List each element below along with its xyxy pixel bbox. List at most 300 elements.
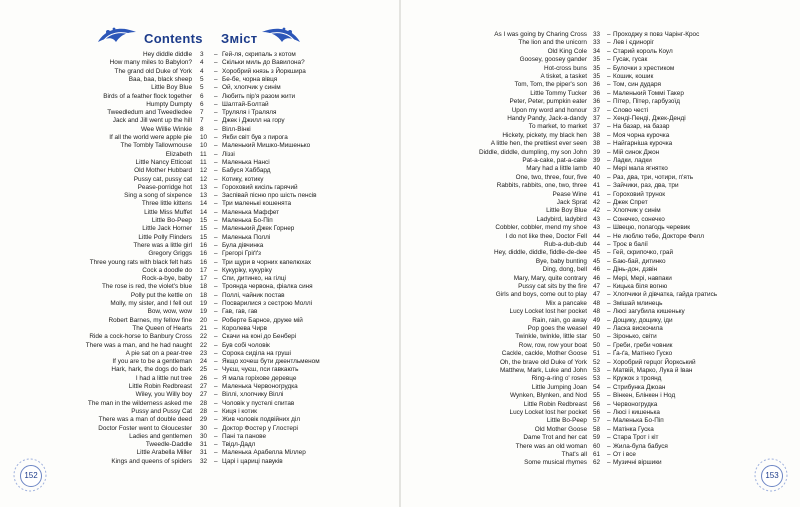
toc-entry-page: 62 bbox=[593, 459, 601, 467]
toc-entry-title-en: Ding, dong, bell bbox=[542, 266, 587, 274]
toc-entry-title-en: One, two, three, four, five bbox=[515, 173, 587, 181]
toc-entry-title-ua: Сорока сиділа на груші bbox=[222, 349, 291, 357]
toc-entry-title-en: As I was going by Charing Cross bbox=[494, 31, 587, 38]
toc-entry-title-ua: Ґа-ґа, Матінко Гуско bbox=[613, 350, 673, 358]
toc-entry-title-en: The lion and the unicorn bbox=[518, 39, 587, 47]
toc-entry-title-ua: Кошик, кошик bbox=[613, 73, 654, 80]
toc-entry-title-en: Hot-cross buns bbox=[544, 64, 587, 72]
toc-entry-title-ua: Троє в балії bbox=[613, 241, 648, 248]
toc-entry-title-en: The Tombly Tallowmouse bbox=[120, 142, 192, 150]
toc-entry-dash: – bbox=[214, 84, 218, 92]
toc-entry-title-ua: Гороховий трунок bbox=[613, 190, 666, 198]
toc-entry-title-ua: Царі і цариці павуків bbox=[222, 457, 283, 465]
toc-entry-title-en: Upon my word and honour bbox=[511, 106, 587, 114]
toc-entry-title-ua: Люсі загубила кишеньку bbox=[613, 308, 685, 316]
toc-entry-dash: – bbox=[607, 81, 611, 89]
toc-entry-title-ua: Труляля і Траляля bbox=[222, 109, 277, 117]
toc-entry-dash: – bbox=[214, 399, 218, 407]
toc-entry-dash: – bbox=[607, 131, 611, 139]
toc-entry-title-ua: Жила-була бабуся bbox=[613, 442, 668, 450]
toc-entry-dash: – bbox=[214, 241, 218, 249]
toc-entry-title-en: Pease Wine bbox=[552, 190, 587, 198]
toc-entry-dash: – bbox=[214, 316, 218, 324]
toc-entry-title-en: Wee Willie Winkie bbox=[140, 125, 192, 133]
toc-entry-dash: – bbox=[607, 392, 611, 400]
toc-entry-dash: – bbox=[607, 64, 611, 72]
toc-entry-page: 34 bbox=[593, 47, 601, 55]
toc-entry-page: 21 bbox=[200, 324, 208, 332]
toc-entry-page: 10 bbox=[200, 134, 208, 141]
toc-entry-title-ua: Три щури в чорних капелюхах bbox=[222, 258, 312, 266]
toc-entry-title-en: Kings and queens of spiders bbox=[111, 457, 192, 465]
toc-entry-dash: – bbox=[214, 449, 218, 457]
toc-entry-dash: – bbox=[607, 325, 611, 332]
toc-entry-title-en: To market, to market bbox=[528, 123, 587, 131]
toc-entry-title-en: Some musical rhymes bbox=[524, 459, 587, 467]
toc-entry-title-en: Bow, wow, wow bbox=[147, 308, 192, 316]
toc-entry-dash: – bbox=[607, 316, 611, 324]
toc-entry-dash: – bbox=[607, 165, 611, 173]
toc-entry-dash: – bbox=[607, 98, 611, 106]
toc-entry-dash: – bbox=[607, 115, 611, 122]
toc-entry-title-en: Little Jumping Joan bbox=[531, 383, 587, 391]
toc-entry-title-ua: Троянда червона, фіалка синя bbox=[222, 283, 313, 291]
toc-entry-dash: – bbox=[214, 150, 218, 158]
toc-entry-page: 37 bbox=[593, 115, 601, 122]
toc-entry-title-ua: Три маленькі кошенята bbox=[222, 200, 292, 208]
toc-entry-title-ua: Твідл-Дадл bbox=[222, 441, 256, 449]
toc-entry-title-ua: Якщо хочеш бути джентльменом bbox=[222, 358, 320, 366]
toc-entry-title-en: Wiley, you Willy boy bbox=[135, 391, 192, 399]
toc-entry-page: 14 bbox=[200, 208, 208, 216]
toc-entry-page: 11 bbox=[200, 150, 207, 158]
toc-entry-title-en: Cock a doodle do bbox=[142, 266, 192, 274]
toc-entry-page: 60 bbox=[593, 442, 601, 450]
toc-entry-dash: – bbox=[607, 190, 611, 198]
toc-entry-title-en: Bye, baby bunting bbox=[535, 257, 587, 265]
toc-entry-page: 28 bbox=[200, 399, 208, 407]
toc-entry-title-ua: Котику, котику bbox=[222, 175, 264, 183]
toc-entry-title-ua: Матінка Гуска bbox=[613, 425, 654, 433]
toc-entry-page: 13 bbox=[200, 183, 208, 191]
toc-entry-title-ua: Любить пір'я разом жити bbox=[222, 92, 296, 100]
toc-entry-title-ua: Скачи на коні до Бенбері bbox=[222, 333, 297, 341]
toc-entry-title-en: Little Arabella Miller bbox=[136, 449, 192, 457]
toc-entry-page: 45 bbox=[593, 257, 601, 265]
toc-entry-page: 17 bbox=[200, 275, 208, 283]
toc-entry-title-ua: Маленька Поллі bbox=[222, 233, 271, 241]
toc-entry-dash: – bbox=[607, 375, 611, 383]
toc-entry-title-ua: Роберте Барнсе, друже мій bbox=[222, 316, 303, 324]
toc-entry-title-en: Oh, the brave old Duke of York bbox=[499, 358, 587, 366]
toc-entry-dash: – bbox=[607, 283, 611, 290]
toc-entry-dash: – bbox=[607, 56, 611, 64]
toc-entry-page: 40 bbox=[593, 165, 601, 173]
toc-entry-page: 5 bbox=[200, 75, 204, 83]
toc-entry-title-ua: Гей-ля, скрипаль з котом bbox=[222, 51, 296, 58]
toc-entry-dash: – bbox=[214, 416, 218, 424]
toc-entry-title-ua: Спи, дитинко, на гілці bbox=[222, 275, 286, 283]
toc-entry-page: 6 bbox=[200, 92, 204, 100]
toc-entry-dash: – bbox=[214, 291, 218, 299]
toc-entry-title-en: Sing a song of sixpence bbox=[124, 192, 192, 200]
toc-entry-title-en: Peter, Peter, pumpkin eater bbox=[509, 98, 587, 106]
toc-entry-title-ua: Маленький Мишко-Мишенько bbox=[222, 142, 311, 150]
toc-entry-title-ua: От і все bbox=[613, 451, 636, 458]
toc-entry-title-en: Matthew, Mark, Luke and John bbox=[499, 367, 587, 374]
toc-entry-dash: – bbox=[214, 432, 218, 440]
toc-entry-title-en: Goosey, goosey gander bbox=[519, 56, 587, 64]
toc-entry-title-en: Elizabeth bbox=[165, 150, 192, 158]
toc-list-right bbox=[401, 30, 800, 467]
toc-entry-dash: – bbox=[214, 167, 218, 175]
toc-entry-title-en: The Queen of Hearts bbox=[132, 324, 192, 332]
toc-entry-title-ua: Ліззі bbox=[222, 150, 235, 158]
toc-entry-title-en: Little Boy Blue bbox=[546, 207, 587, 215]
toc-entry-page: 12 bbox=[200, 175, 208, 183]
toc-entry-title-en: Three young rats with black felt hats bbox=[89, 258, 192, 266]
toc-entry-page: 37 bbox=[593, 123, 601, 131]
toc-entry-title-en: Robert Barnes, my fellow fine bbox=[108, 316, 192, 324]
toc-entry-page: 25 bbox=[200, 366, 208, 374]
toc-entry-title-ua: Хоробрий князь з Йоркшира bbox=[222, 67, 306, 75]
toc-entry-page: 49 bbox=[593, 316, 601, 324]
zmist-heading: Зміст bbox=[221, 31, 258, 46]
toc-entry-page: 35 bbox=[593, 56, 601, 64]
toc-entry-dash: – bbox=[607, 157, 611, 164]
toc-entry-page: 4 bbox=[200, 67, 204, 75]
toc-entry-title-en: Little Nancy Etticoat bbox=[135, 158, 192, 166]
toc-entry-title-en: Row, row, row your boat bbox=[518, 341, 587, 349]
toc-entry-dash: – bbox=[214, 457, 218, 465]
toc-entry-dash: – bbox=[214, 374, 218, 382]
toc-entry-page: 53 bbox=[593, 375, 601, 383]
toc-entry-page: 31 bbox=[200, 449, 208, 457]
toc-entry-title-ua: Маленька Нансі bbox=[222, 158, 270, 166]
toc-entry-title-en: How many miles to Babylon? bbox=[109, 59, 192, 67]
toc-entry-title-en: Tweedle-Daddle bbox=[145, 441, 192, 449]
toc-entry-page: 44 bbox=[593, 241, 601, 248]
toc-entry-dash: – bbox=[214, 134, 218, 141]
toc-entry-title-ua: Кукуріку, кукуріку bbox=[222, 266, 272, 274]
toc-entry-title-ua: Хенді-Пенді, Джек-Денді bbox=[613, 115, 686, 122]
toc-entry-title-en: Little Jack Horner bbox=[142, 225, 192, 233]
toc-entry-page: 20 bbox=[200, 316, 208, 324]
toc-entry-title-ua: Кицька біля вогню bbox=[613, 283, 668, 290]
toc-entry-dash: – bbox=[214, 158, 218, 166]
toc-entry-title-en: Three little kittens bbox=[141, 200, 192, 208]
toc-entry-title-ua: Музичні віршики bbox=[613, 459, 662, 467]
toc-entry-title-ua: Лев і єдиноріг bbox=[613, 39, 655, 47]
toc-entry-dash: – bbox=[607, 123, 611, 131]
toc-entry-dash: – bbox=[607, 308, 611, 316]
toc-entry-title-en: If you are to be a gentleman bbox=[112, 358, 192, 366]
toc-entry-dash: – bbox=[214, 308, 218, 316]
toc-entry-page: 11 bbox=[200, 158, 207, 166]
toc-entry-dash: – bbox=[214, 92, 218, 100]
toc-entry-title-ua: Була дівчинка bbox=[222, 241, 264, 249]
toc-entry-title-en: There was a man of double deed bbox=[98, 416, 192, 424]
toc-entry-title-ua: Мій синок Джон bbox=[613, 148, 660, 156]
toc-entry-title-en: Hey diddle diddle bbox=[142, 51, 192, 58]
toc-entry-title-ua: Зайчики, раз, два, три bbox=[613, 182, 679, 190]
toc-entry-page: 30 bbox=[200, 424, 208, 432]
toc-entry-title-ua: Скільки миль до Вавилона? bbox=[222, 59, 305, 67]
toc-entry-title-ua: Найгарніша курочка bbox=[613, 140, 673, 148]
toc-entry-title-en: A pie sat on a pear-tree bbox=[125, 349, 192, 357]
toc-entry-title-en: Humpty Dumpty bbox=[146, 100, 192, 108]
toc-entry-page: 50 bbox=[593, 333, 601, 341]
toc-entry-title-en: Old Mother Goose bbox=[534, 425, 587, 433]
toc-entry-title-ua: Шалтай-Болтай bbox=[222, 100, 269, 108]
toc-entry-page: 42 bbox=[593, 199, 601, 206]
toc-entry-dash: – bbox=[607, 266, 611, 274]
toc-entry-title-en: Little Robin Redbreast bbox=[128, 383, 192, 390]
toc-entry-title-ua: Не люблю тебе, Докторе Фелл bbox=[613, 232, 704, 240]
toc-entry-dash: – bbox=[607, 173, 611, 181]
toc-entry-title-en: A tisket, a tasket bbox=[540, 73, 587, 80]
toc-entry-dash: – bbox=[214, 250, 218, 258]
toc-entry-title-ua: Пітер, Пітер, гарбузоїд bbox=[613, 98, 680, 106]
toc-entry-title-en: Mary had a little lamb bbox=[526, 165, 587, 173]
toc-entry-dash: – bbox=[214, 341, 218, 349]
toc-entry-title-en: Pop goes the weasel bbox=[527, 325, 587, 332]
toc-entry-title-en: Doctor Foster went to Gloucester bbox=[98, 424, 192, 432]
toc-entry-page: 23 bbox=[200, 349, 208, 357]
toc-entry-dash: – bbox=[214, 183, 218, 191]
toc-entry-title-ua: Слово честі bbox=[613, 106, 649, 114]
toc-entry-title-ua: Том, син дударя bbox=[613, 81, 661, 89]
toc-entry-page: 7 bbox=[200, 117, 204, 125]
toc-entry-title-en: Twinkle, twinkle, little star bbox=[515, 333, 587, 341]
toc-entry-page: 41 bbox=[593, 190, 601, 198]
toc-entry-title-ua: Віллі, хлопчику Віллі bbox=[222, 391, 284, 399]
toc-entry-dash: – bbox=[607, 106, 611, 114]
toc-entry-title-ua: Був собі чоловік bbox=[222, 341, 270, 349]
toc-entry-title-ua: Заспівай пісню про шість пенсів bbox=[222, 192, 317, 200]
toc-entry-dash: – bbox=[214, 349, 218, 357]
toc-entry-title-en: Rain, rain, go away bbox=[532, 316, 587, 324]
toc-entry-title-en: Lucy Locket lost her pocket bbox=[509, 409, 587, 416]
toc-entry-title-ua: Королева Чирв bbox=[222, 324, 267, 332]
toc-entry-page: 35 bbox=[593, 73, 601, 80]
toc-entry-page: 36 bbox=[593, 89, 601, 97]
toc-entry-page: 19 bbox=[200, 300, 208, 307]
toc-entry-title-en: Rub-a-dub-dub bbox=[544, 241, 587, 248]
toc-entry-title-ua: Вінкен, Блінкен і Нод bbox=[613, 392, 676, 400]
toc-entry-title-en: The man in the wilderness asked me bbox=[87, 399, 192, 407]
toc-entry-dash: – bbox=[214, 441, 218, 449]
toc-entry-page: 61 bbox=[593, 451, 601, 458]
toc-entry-title-en: The rose is red, the violet's blue bbox=[101, 283, 192, 291]
toc-entry-title-en: Jack Sprat bbox=[556, 199, 587, 206]
toc-entry-title-ua: Гусак, гусак bbox=[613, 56, 648, 64]
toc-entry-dash: – bbox=[607, 39, 611, 47]
toc-entry-title-en: Dame Trot and her cat bbox=[523, 434, 587, 442]
toc-entry-dash: – bbox=[607, 140, 611, 148]
toc-entry-title-en: Handy Pandy, Jack-a-dandy bbox=[507, 115, 587, 122]
toc-entry-page: 32 bbox=[200, 457, 208, 465]
toc-entry-dash: – bbox=[607, 341, 611, 349]
toc-entry-title-ua: Киця і котик bbox=[222, 407, 257, 415]
toc-entry-page: 52 bbox=[593, 358, 601, 366]
toc-entry-dash: – bbox=[214, 192, 218, 200]
toc-entry-title-ua: Вілл-Вінкі bbox=[222, 125, 251, 133]
toc-entry-page: 49 bbox=[593, 325, 601, 332]
toc-entry-dash: – bbox=[607, 425, 611, 433]
toc-entry-title-en: Jack and Jill went up the hill bbox=[112, 117, 192, 125]
toc-entry-title-ua: Ладки, ладки bbox=[613, 157, 652, 164]
toc-entry-title-ua: Я мала горіхове деревце bbox=[222, 374, 297, 382]
toc-entry-title-ua: Маленька Бо-Піп bbox=[222, 217, 273, 224]
toc-entry-title-en: Baa, baa, black sheep bbox=[128, 75, 192, 83]
toc-entry-title-en: Wynken, Blynken, and Nod bbox=[509, 392, 587, 400]
toc-entry-title-en: There was a little girl bbox=[133, 241, 192, 249]
toc-entry-page: 51 bbox=[593, 350, 601, 358]
toc-entry-title-ua: Маленький Томмі Такер bbox=[613, 89, 684, 97]
toc-entry-dash: – bbox=[607, 199, 611, 206]
toc-entry-title-en: Little Robin Redbreast bbox=[523, 400, 587, 408]
toc-entry-title-en: Little Miss Muffet bbox=[144, 208, 192, 216]
toc-entry-title-ua: Булочки з хрестиком bbox=[613, 64, 675, 72]
toc-entry-title-ua: Гав, гав, гав bbox=[222, 308, 258, 316]
toc-entry-dash: – bbox=[214, 266, 218, 274]
toc-entry-page: 26 bbox=[200, 374, 208, 382]
toc-entry-title-en: Lucy Locket lost her pocket bbox=[509, 308, 587, 316]
toc-entry-dash: – bbox=[214, 258, 218, 266]
toc-entry-dash: – bbox=[214, 51, 218, 58]
page-number-right: 153 bbox=[761, 465, 783, 487]
toc-entry-title-en: Ladies and gentlemen bbox=[129, 432, 192, 440]
toc-entry-title-ua: На базар, на базар bbox=[613, 123, 670, 131]
toc-entry-page: 13 bbox=[200, 192, 208, 200]
left-page bbox=[0, 0, 399, 507]
toc-entry-title-ua: Хлопчик у синім bbox=[613, 207, 661, 215]
toc-entry-dash: – bbox=[214, 391, 218, 399]
toc-entry-title-ua: Якби світ був з пирога bbox=[222, 134, 288, 141]
toc-entry-title-ua: Змішай млинець bbox=[613, 299, 663, 307]
toc-entry-title-ua: Старий король Коул bbox=[613, 47, 673, 55]
toc-entry-title-ua: Поллі, чайник постав bbox=[222, 291, 285, 299]
toc-entry-title-en: There was a man, and he had naught bbox=[85, 341, 192, 349]
toc-entry-title-ua: Матвій, Марко, Лука й Іван bbox=[613, 367, 693, 374]
toc-entry-title-en: Old King Cole bbox=[547, 47, 587, 55]
toc-entry-page: 42 bbox=[593, 207, 601, 215]
toc-entry-page: 50 bbox=[593, 341, 601, 349]
toc-entry-page: 14 bbox=[200, 200, 208, 208]
toc-entry-title-ua: Хоробрий герцог Йоркський bbox=[613, 358, 696, 366]
toc-entry-title-en: Ring-a-ring o' roses bbox=[531, 375, 587, 383]
toc-entry-page: 36 bbox=[593, 98, 601, 106]
toc-entry-title-en: Mix a pancake bbox=[545, 299, 587, 307]
toc-entry-dash: – bbox=[607, 451, 611, 458]
toc-entry-title-ua: Швецю, полагодь черевик bbox=[613, 224, 691, 232]
toc-entry-dash: – bbox=[607, 257, 611, 265]
toc-entry-dash: – bbox=[607, 224, 611, 232]
toc-entry-title-ua: Баю-бай, дитинко bbox=[613, 257, 666, 265]
toc-entry-title-ua: Маленька Арабелла Міллер bbox=[222, 449, 306, 457]
toc-entry-dash: – bbox=[607, 333, 611, 341]
toc-entry-dash: – bbox=[214, 333, 218, 341]
toc-entry-title-en: Cackle, cackle, Mother Goose bbox=[501, 350, 587, 358]
toc-entry-page: 33 bbox=[593, 39, 601, 47]
toc-entry-dash: – bbox=[607, 383, 611, 391]
toc-entry-page: 58 bbox=[593, 425, 601, 433]
toc-entry-title-ua: Кружок з троянд bbox=[613, 375, 662, 383]
toc-entry-title-ua: Жив чоловік подвійних діл bbox=[222, 416, 301, 424]
toc-entry-page: 59 bbox=[593, 434, 601, 442]
toc-entry-page: 43 bbox=[593, 224, 601, 232]
toc-entry-page: 53 bbox=[593, 367, 601, 374]
toc-entry-page: 37 bbox=[593, 106, 601, 114]
toc-entry-title-ua: Посварилися з сестрою Моллі bbox=[222, 300, 313, 307]
toc-entry-dash: – bbox=[607, 350, 611, 358]
toc-entry-title-ua: Доктор Фостер у Глостері bbox=[222, 424, 298, 432]
toc-entry-page: 16 bbox=[200, 250, 208, 258]
toc-entry-page: 47 bbox=[593, 283, 601, 290]
toc-entry-page: 55 bbox=[593, 392, 601, 400]
toc-entry-dash: – bbox=[607, 299, 611, 307]
toc-entry-page: 22 bbox=[200, 341, 208, 349]
toc-entry-title-en: Hickety, pickety, my black hen bbox=[502, 131, 587, 139]
toc-entry-title-ua: Дінь-дон, дзвін bbox=[613, 266, 658, 274]
toc-entry-title-en: Pussy cat sits by the fire bbox=[518, 283, 587, 290]
toc-entry-title-ua: Греби, греби човник bbox=[613, 341, 673, 349]
toc-entry-dash: – bbox=[607, 400, 611, 408]
toc-entry-dash: – bbox=[607, 459, 611, 467]
toc-entry-title-ua: Гей, скрипочко, грай bbox=[613, 249, 674, 257]
toc-entry-page: 38 bbox=[593, 140, 601, 148]
toc-entry-dash: – bbox=[214, 366, 218, 374]
toc-entry-page: 31 bbox=[200, 441, 208, 449]
toc-entry-dash: – bbox=[214, 59, 218, 67]
toc-entry-page: 43 bbox=[593, 215, 601, 223]
toc-entry-title-ua: Ласка вискочила bbox=[613, 325, 663, 332]
toc-entry-title-en: A little hen, the prettiest ever seen bbox=[490, 140, 587, 148]
toc-entry-dash: – bbox=[607, 367, 611, 374]
toc-entry-dash: – bbox=[607, 232, 611, 240]
toc-entry-dash: – bbox=[214, 75, 218, 83]
left-ornament-icon bbox=[96, 24, 138, 46]
toc-entry-title-ua: Стрибунка Джоан bbox=[613, 383, 666, 391]
toc-entry-title-ua: Маленька Червоногрудка bbox=[222, 383, 298, 390]
toc-entry-title-en: I do not like thee, Doctor Fell bbox=[505, 232, 587, 240]
toc-entry-title-en: Gregory Griggs bbox=[148, 250, 192, 258]
toc-entry-dash: – bbox=[214, 217, 218, 224]
toc-list-left bbox=[0, 50, 399, 465]
toc-entry-dash: – bbox=[607, 89, 611, 97]
toc-entry-dash: – bbox=[214, 200, 218, 208]
toc-entry-page: 54 bbox=[593, 383, 601, 391]
toc-entry-page: 27 bbox=[200, 391, 208, 399]
toc-entry-title-en: Pease-porridge hot bbox=[137, 183, 192, 191]
toc-entry-title-ua: Сонечко, сонечко bbox=[613, 215, 665, 223]
toc-entry-title-ua: Маленька Бо-Піп bbox=[613, 417, 664, 425]
toc-entry-dash: – bbox=[607, 274, 611, 282]
toc-entry-title-ua: Джек Спрет bbox=[613, 199, 648, 206]
toc-entry-page: 18 bbox=[200, 283, 208, 291]
toc-entry-dash: – bbox=[214, 324, 218, 332]
toc-entry bbox=[401, 458, 800, 468]
toc-entry-title-ua: Проходжу я повз Чарінг-Крос bbox=[613, 31, 700, 38]
toc-entry-title-ua: Маленький Джек Горнер bbox=[222, 225, 295, 233]
toc-entry-dash: – bbox=[214, 358, 218, 366]
toc-entry-title-ua: Бабуся Хаббард bbox=[222, 167, 271, 175]
toc-entry-page: 56 bbox=[593, 409, 601, 416]
toc-entry-dash: – bbox=[214, 283, 218, 291]
toc-entry-page: 44 bbox=[593, 232, 601, 240]
toc-entry-dash: – bbox=[607, 73, 611, 80]
